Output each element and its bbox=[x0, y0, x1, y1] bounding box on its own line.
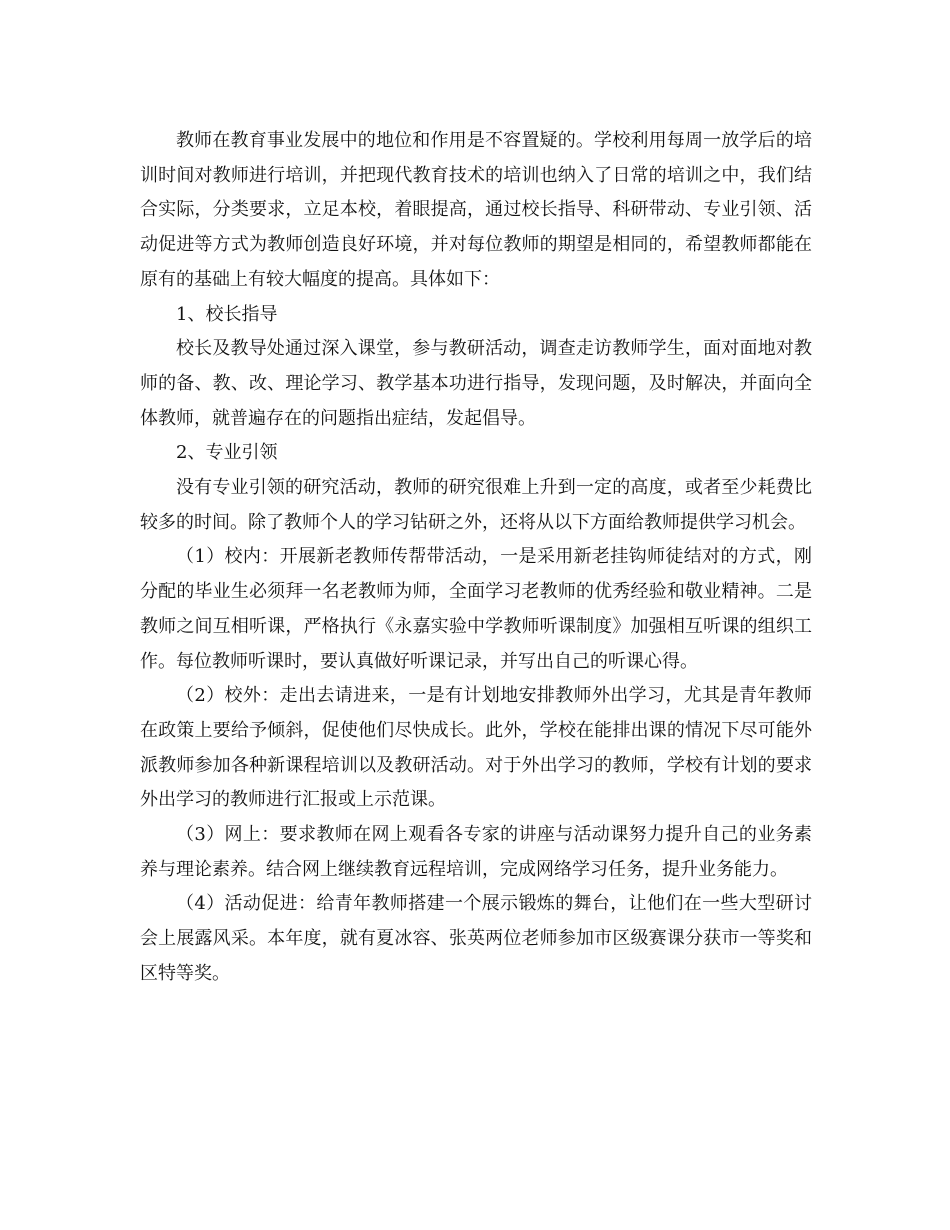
out-of-school-paragraph: （2）校外：走出去请进来，一是有计划地安排教师外出学习，尤其是青年教师在政策上要给予倾斜，促使他们尽快成长。此外，学校在能排出课的情况下尽可能外派教师参加各种新课程培训以及教研活动。对于外出学习的教师，学校有计划的要求外出学习的教师进行汇报或上示范课。 bbox=[140, 685, 812, 811]
activity-promotion-paragraph: （4）活动促进：给青年教师搭建一个展示锻炼的舞台，让他们在一些大型研讨会上展露风采。本年度，就有夏冰容、张英两位老师参加市区级赛课分获市一等奖和区特等奖。 bbox=[140, 893, 812, 984]
professional-leading-paragraph: 没有专业引领的研究活动，教师的研究很难上升到一定的高度，或者至少耗费比较多的时间。除了教师个人的学习钻研之外，还将从以下方面给教师提供学习机会。 bbox=[140, 477, 812, 533]
online-paragraph: （3）网上：要求教师在网上观看各专家的讲座与活动课努力提升自己的业务素养与理论素养。结合网上继续教育远程培训，完成网络学习任务，提升业务能力。 bbox=[140, 824, 812, 880]
in-school-paragraph: （1）校内：开展新老教师传帮带活动，一是采用新老挂钩师徒结对的方式，刚分配的毕业生必须拜一名老教师为师，全面学习老教师的优秀经验和敬业精神。二是教师之间互相听课，严格执行《永嘉实验中学教师听课制度》加强相互听课的组织工作。每位教师听课时，要认真做好听课记录，并写出自己的听课心得。 bbox=[140, 546, 812, 672]
section-heading-professional-leading: 2、专业引领 bbox=[176, 442, 278, 464]
intro-paragraph: 教师在教育事业发展中的地位和作用是不容置疑的。学校利用每周一放学后的培训时间对教师进行培训，并把现代教育技术的培训也纳入了日常的培训之中，我们结合实际，分类要求，立足本校，着眼提高，通过校长指导、科研带动、专业引领、活动促进等方式为教师创造良好环境，并对每位教师的期望是相同的，希望教师都能在原有的基础上有较大幅度的提高。具体如下： bbox=[140, 130, 812, 290]
document-body bbox=[140, 124, 812, 992]
principal-guidance-paragraph: 校长及教导处通过深入课堂，参与教研活动，调查走访教师学生，面对面地对教师的备、教、改、理论学习、教学基本功进行指导，发现问题，及时解决，并面向全体教师，就普遍存在的问题指出症结，发起倡导。 bbox=[140, 338, 812, 429]
section-heading-principal-guidance: 1、校长指导 bbox=[176, 303, 278, 325]
